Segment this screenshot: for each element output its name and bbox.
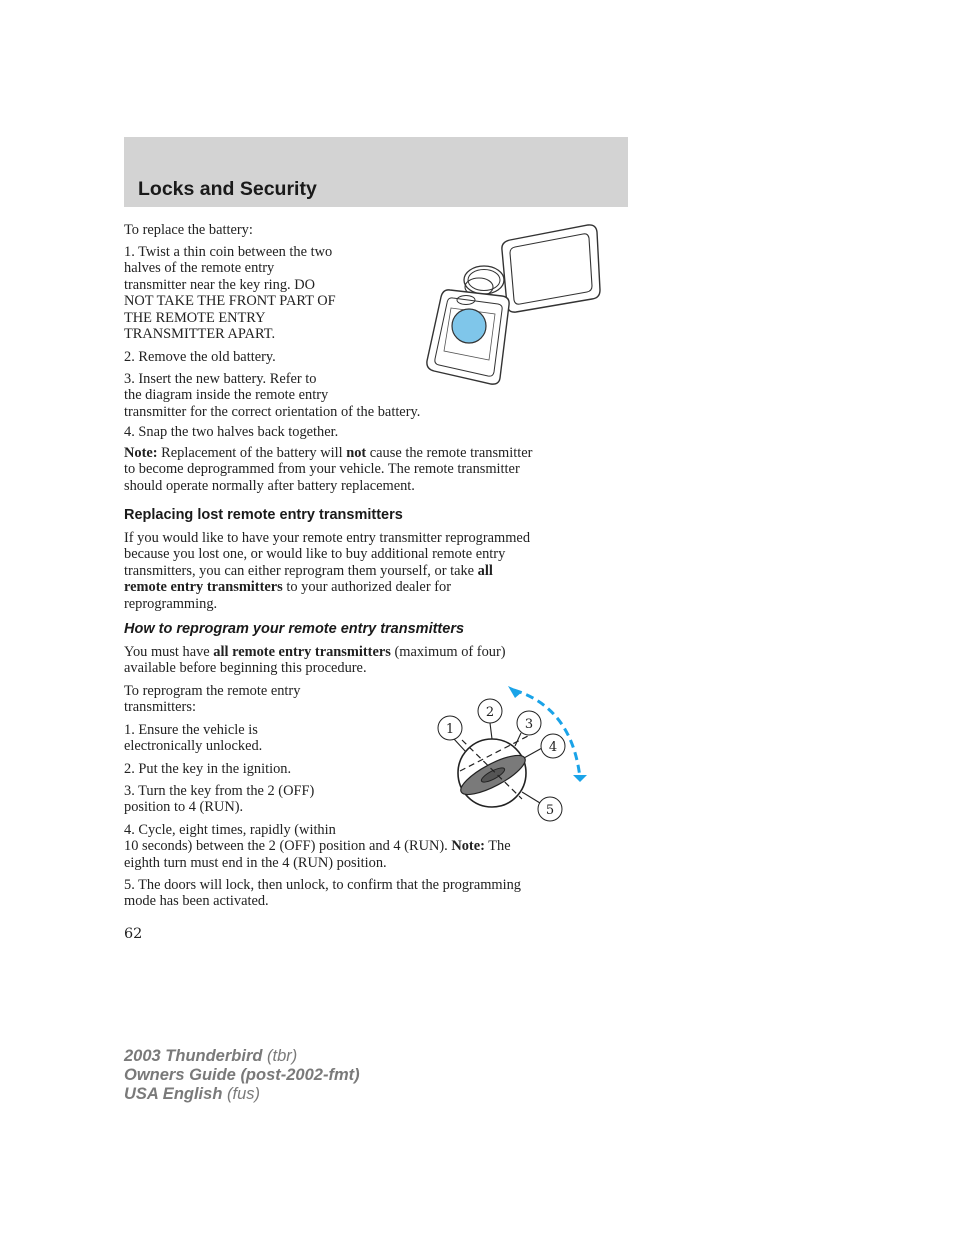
position-label-1 bbox=[438, 716, 462, 740]
text-line: To reprogram the remote entry bbox=[124, 683, 301, 699]
section-title: Locks and Security bbox=[138, 178, 317, 200]
text-line: reprogramming. bbox=[124, 595, 218, 612]
battery-note bbox=[124, 445, 532, 494]
arrow-head-end bbox=[573, 775, 587, 782]
footer-model: 2003 Thunderbird bbox=[124, 1047, 263, 1065]
leader-line-2 bbox=[490, 723, 492, 739]
leader-line-4 bbox=[524, 748, 542, 758]
text-line: 5. The doors will lock, then unlock, to confirm that the programming bbox=[124, 877, 521, 893]
text-line: because you lost one, or would like to buy additional remote entry bbox=[124, 546, 506, 563]
battery-step-4: 4. Snap the two halves back together. bbox=[124, 424, 339, 440]
text-line: eighth turn must end in the 4 (RUN) position. bbox=[124, 854, 387, 871]
text-run: to your authorized dealer for bbox=[282, 579, 451, 596]
position-label-5 bbox=[538, 797, 562, 821]
reprogram-step-3 bbox=[124, 783, 314, 816]
text-run: Replacement of the battery will bbox=[157, 445, 347, 461]
text-line: transmitters: bbox=[124, 699, 196, 716]
text-run: 10 seconds) between the 2 (OFF) position and 4 (RUN). bbox=[124, 838, 452, 855]
battery-step-3 bbox=[124, 371, 420, 420]
transmitter-back-half bbox=[502, 225, 600, 312]
reprogram-intro bbox=[124, 683, 300, 716]
key-ring bbox=[464, 266, 504, 296]
arrow-head-start bbox=[508, 686, 522, 698]
footer-language: USA English bbox=[124, 1085, 223, 1103]
text-line: TRANSMITTER APART. bbox=[124, 326, 276, 343]
footer-guide: Owners Guide (post-2002-fmt) bbox=[124, 1066, 360, 1084]
text-line: If you would like to have your remote entry transmitter reprogrammed bbox=[124, 530, 531, 546]
position-label-4 bbox=[541, 734, 565, 758]
svg-text:3: 3 bbox=[524, 717, 534, 732]
text-line: electronically unlocked. bbox=[124, 738, 263, 755]
note-label: Note: bbox=[124, 445, 158, 461]
page-number: 62 bbox=[124, 926, 143, 942]
svg-text:2: 2 bbox=[485, 705, 495, 720]
reprogram-step-2: 2. Put the key in the ignition. bbox=[124, 761, 292, 777]
battery-button-circle bbox=[452, 309, 486, 343]
svg-text:4: 4 bbox=[548, 740, 558, 755]
heading-replacing-lost: Replacing lost remote entry transmitters bbox=[124, 507, 403, 523]
reprogram-requirement bbox=[124, 644, 506, 677]
text-line: the diagram inside the remote entry bbox=[124, 387, 329, 404]
lost-paragraph bbox=[124, 530, 530, 612]
position-label-3 bbox=[517, 711, 541, 735]
leader-line-3 bbox=[515, 733, 521, 746]
text-line: transmitter near the key ring. DO bbox=[124, 276, 316, 293]
battery-step-1 bbox=[124, 244, 336, 342]
position-label-2 bbox=[478, 699, 502, 723]
battery-step-2: 2. Remove the old battery. bbox=[124, 349, 276, 365]
leader-line-1 bbox=[454, 739, 466, 752]
note-label: Note: bbox=[451, 838, 485, 855]
text-line: THE REMOTE ENTRY bbox=[124, 309, 266, 326]
svg-text:1: 1 bbox=[445, 722, 455, 737]
emphasis-all-transmitters: all remote entry transmitters bbox=[213, 644, 391, 660]
text-run: You must have bbox=[124, 644, 214, 660]
ignition-positions-diagram bbox=[432, 682, 598, 828]
emphasis-not: not bbox=[346, 445, 367, 461]
text-line: 1. Ensure the vehicle is bbox=[124, 722, 258, 738]
text-line: transmitter for the correct orientation of the battery. bbox=[124, 403, 421, 420]
leader-line-5 bbox=[522, 792, 540, 803]
emphasis-remote-entry-transmitters: remote entry transmitters bbox=[124, 579, 283, 596]
text-line: available before beginning this procedure. bbox=[124, 660, 367, 677]
text-run: (maximum of four) bbox=[390, 644, 506, 660]
text-line: 3. Insert the new battery. Refer to bbox=[124, 371, 317, 387]
text-line: to become deprogrammed from your vehicle. The remote transmitter bbox=[124, 461, 520, 478]
text-run: The bbox=[484, 838, 511, 855]
text-line: mode has been activated. bbox=[124, 893, 269, 910]
reprogram-step-5 bbox=[124, 877, 521, 910]
remote-transmitter-illustration bbox=[418, 220, 608, 390]
text-run: cause the remote transmitter bbox=[366, 445, 533, 461]
heading-how-to-reprogram: How to reprogram your remote entry transmitters bbox=[124, 621, 465, 637]
footer-model-code: (tbr) bbox=[262, 1047, 298, 1065]
emphasis-all: all bbox=[477, 562, 493, 579]
battery-intro: To replace the battery: bbox=[124, 222, 253, 238]
reprogram-step-4 bbox=[124, 822, 511, 871]
footer-language-code: (fus) bbox=[222, 1085, 260, 1103]
text-line: position to 4 (RUN). bbox=[124, 799, 244, 816]
document-footer bbox=[124, 1047, 360, 1104]
text-line: should operate normally after battery replacement. bbox=[124, 477, 415, 494]
text-line: 4. Cycle, eight times, rapidly (within bbox=[124, 822, 336, 838]
text-run: transmitters, you can either reprogram them yourself, or take bbox=[124, 562, 478, 579]
text-line: halves of the remote entry bbox=[124, 260, 275, 277]
text-line: 1. Twist a thin coin between the two bbox=[124, 244, 333, 260]
section-header-band bbox=[124, 137, 628, 207]
text-line: NOT TAKE THE FRONT PART OF bbox=[124, 293, 336, 310]
text-line: 3. Turn the key from the 2 (OFF) bbox=[124, 783, 315, 799]
reprogram-step-1 bbox=[124, 722, 262, 755]
svg-text:5: 5 bbox=[545, 803, 555, 818]
